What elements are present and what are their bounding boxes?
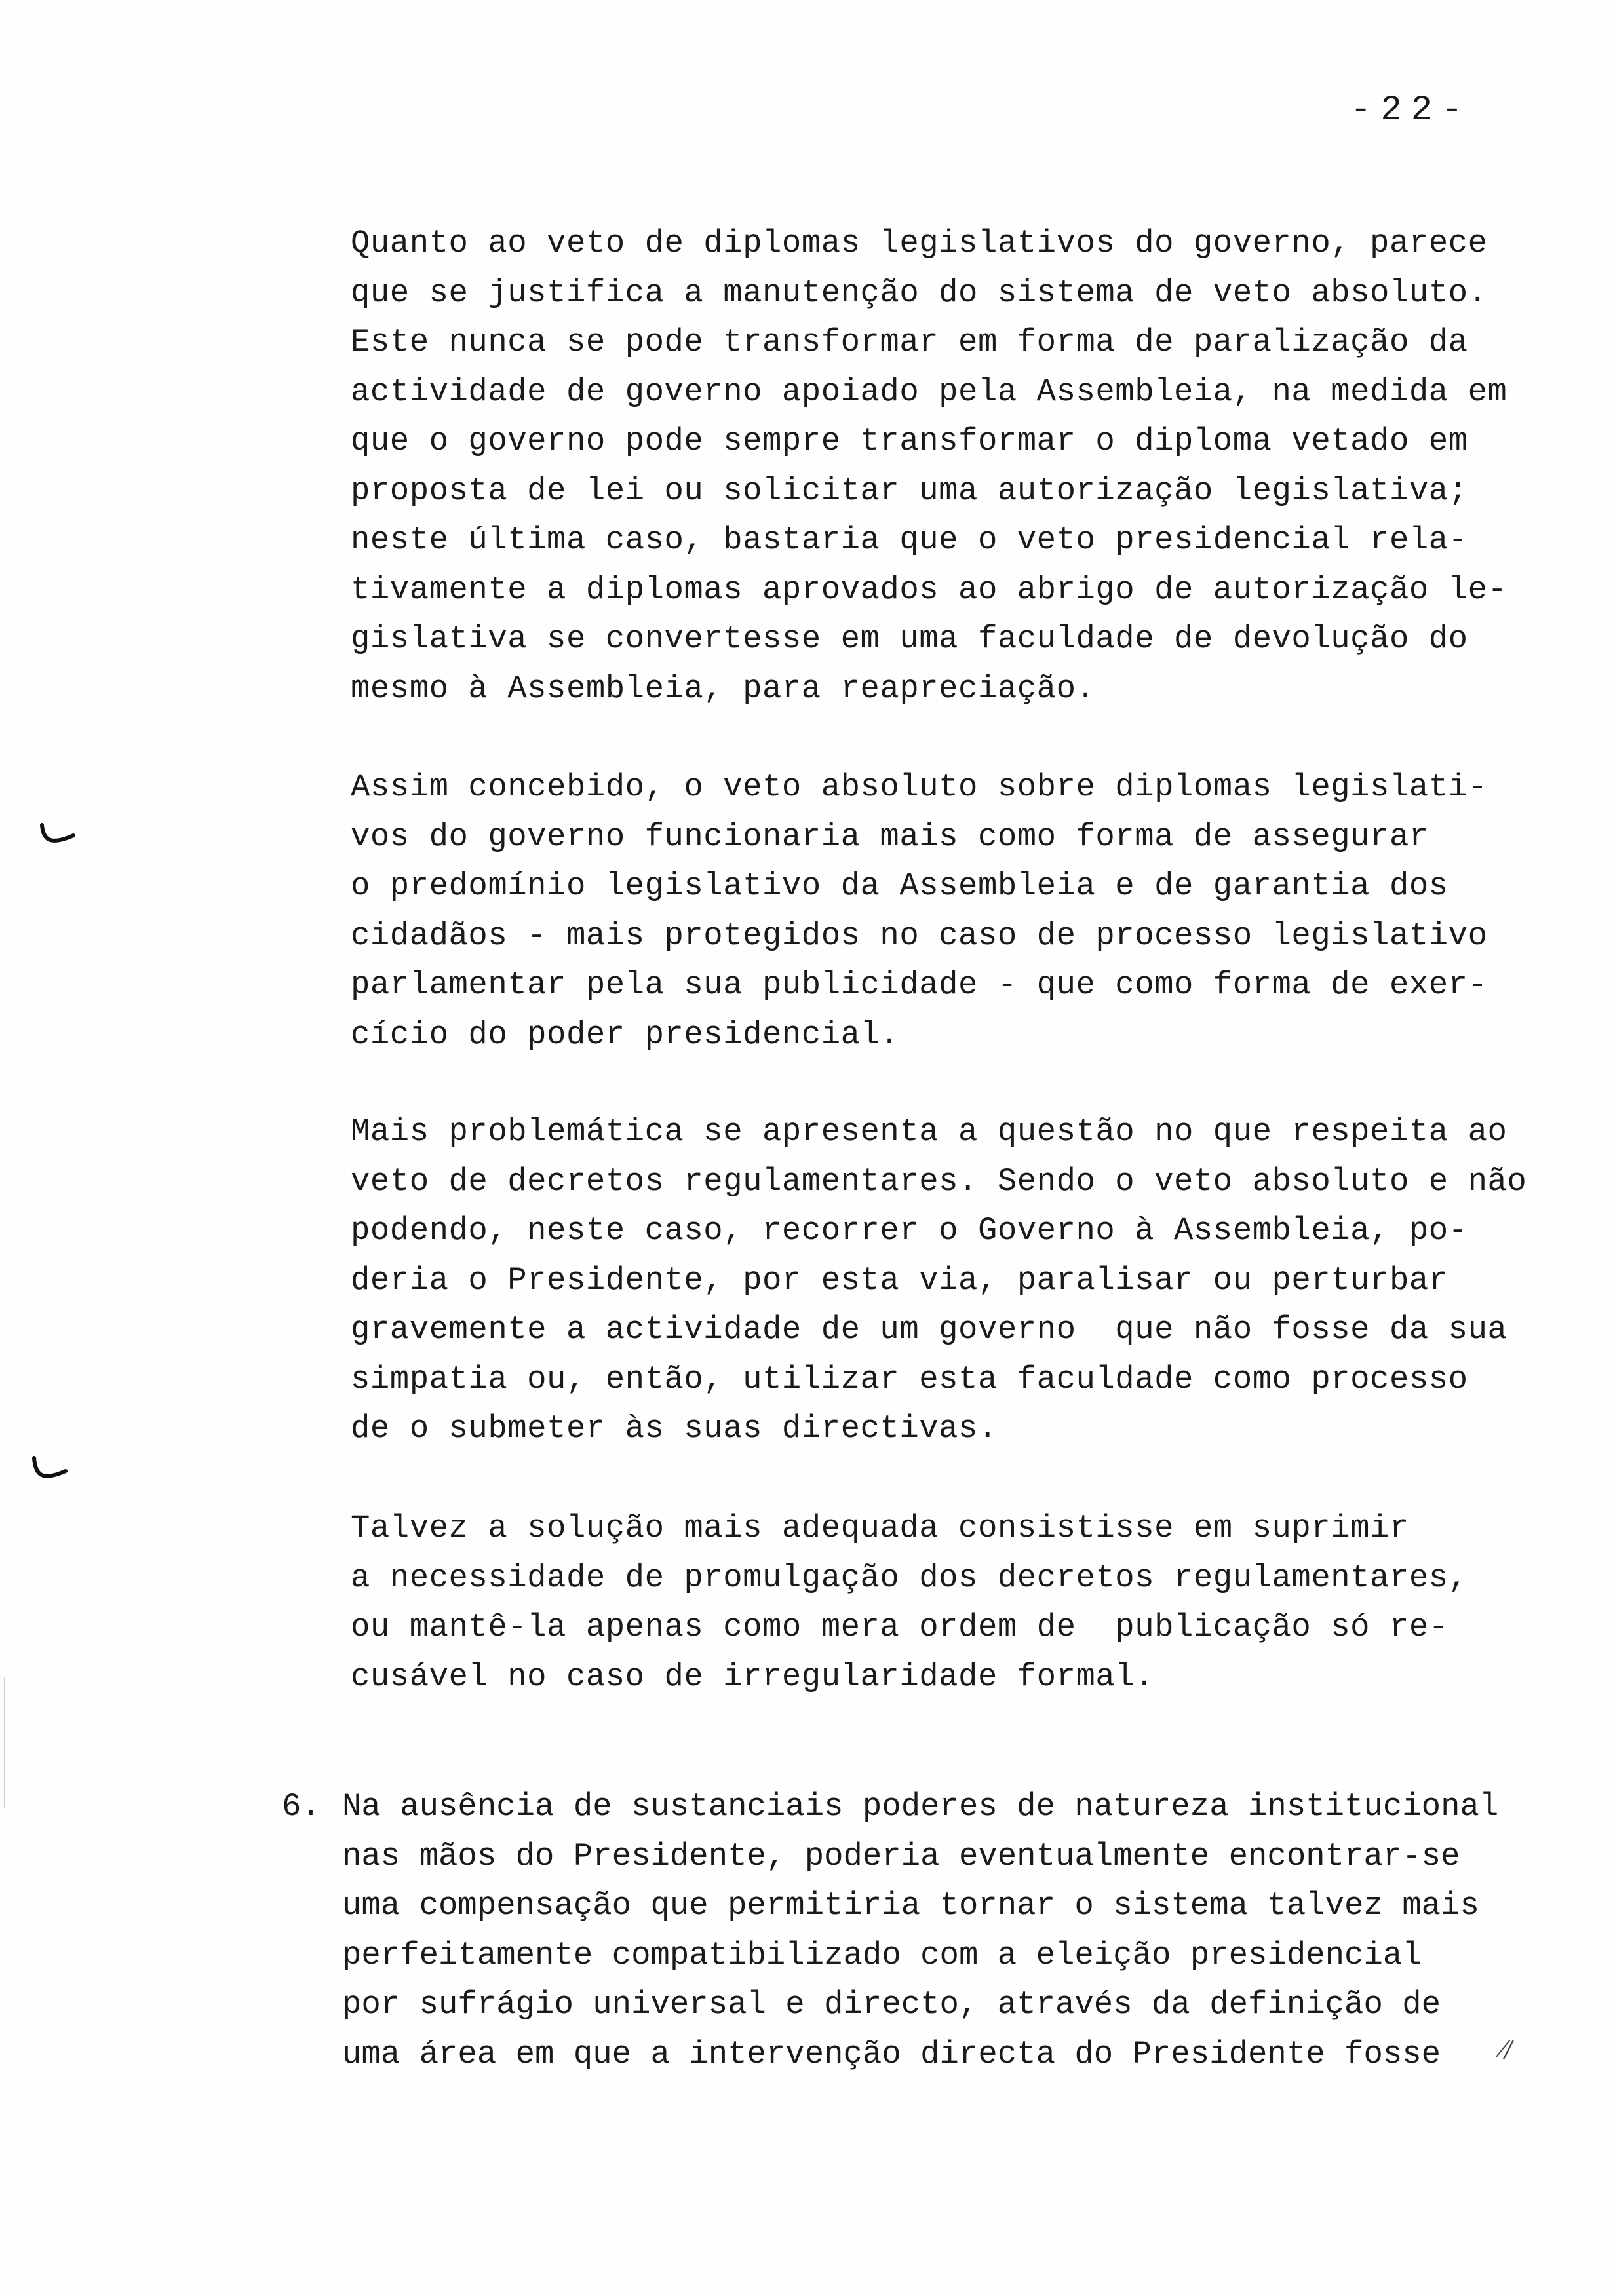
section-number: 6. — [282, 1788, 321, 1825]
text-line: podendo, neste caso, recorrer o Governo à Assembleia, po- — [351, 1212, 1468, 1249]
text-line: Na ausência de sustanciais poderes de natureza institucional — [342, 1788, 1499, 1825]
margin-check-mark-icon — [38, 816, 77, 855]
section-6-body — [342, 1782, 1587, 2079]
text-line: vos do governo funcionaria mais como forma de assegurar — [351, 818, 1429, 855]
text-line: uma área em que a intervenção directa do Presidente fosse — [342, 2035, 1441, 2073]
text-line: gislativa se convertesse em uma faculdade de devolução do — [351, 621, 1468, 657]
text-line: veto de decretos regulamentares. Sendo o veto absoluto e não — [351, 1162, 1527, 1200]
text-line: cício do poder presidencial. — [351, 1016, 900, 1053]
text-line: cusável no caso de irregularidade formal. — [351, 1658, 1155, 1695]
text-line: o predomínio legislativo da Assembleia e de garantia dos — [351, 868, 1449, 904]
text-line: por sufrágio universal e directo, através da definição de — [342, 1986, 1441, 2023]
text-line: cidadãos - mais protegidos no caso de processo legislativo — [351, 917, 1488, 954]
text-line: proposta de lei ou solicitar uma autorização legislativa; — [351, 472, 1468, 509]
text-line: deria o Presidente, por esta via, paralisar ou perturbar — [351, 1261, 1449, 1299]
continuation-mark: ⁄/ — [1501, 2037, 1513, 2063]
paragraph-4 — [351, 1504, 1468, 1702]
text-line: Mais problemática se apresenta a questão no que respeita ao — [351, 1113, 1508, 1150]
text-line: Este nunca se pode transformar em forma de paralização da — [351, 324, 1468, 360]
page-number: -22- — [1350, 90, 1472, 130]
text-line: perfeitamente compatibilizado com a eleição presidencial — [342, 1936, 1422, 1974]
text-line: que se justifica a manutenção do sistema de veto absoluto. — [351, 274, 1488, 311]
text-line: nas mãos do Presidente, poderia eventualmente encontrar-se — [342, 1837, 1460, 1875]
text-line: Assim concebido, o veto absoluto sobre diplomas legislati- — [351, 769, 1488, 805]
text-line: actividade de governo apoiado pela Assembleia, na medida em — [351, 373, 1508, 410]
scan-edge-line — [4, 1677, 5, 1808]
paragraph-2 — [351, 763, 1487, 1060]
margin-check-mark-icon — [30, 1451, 69, 1491]
text-line: de o submeter às suas directivas. — [351, 1410, 998, 1447]
text-line: que o governo pode sempre transformar o diploma vetado em — [351, 423, 1468, 459]
text-line: gravemente a actividade de um governo que não fosse da sua — [351, 1311, 1508, 1348]
text-line: Talvez a solução mais adequada consistisse em suprimir — [351, 1510, 1409, 1546]
text-line: uma compensação que permitiria tornar o sistema talvez mais — [342, 1887, 1479, 1924]
text-line: a necessidade de promulgação dos decretos regulamentares, — [351, 1559, 1468, 1596]
text-line: parlamentar pela sua publicidade - que como forma de exer- — [351, 966, 1488, 1003]
text-line: tivamente a diplomas aprovados ao abrigo de autorização le- — [351, 571, 1508, 608]
text-line: neste última caso, bastaria que o veto presidencial rela- — [351, 522, 1468, 558]
text-line: Quanto ao veto de diplomas legislativos do governo, parece — [351, 225, 1488, 261]
text-line: simpatia ou, então, utilizar esta faculdade como processo — [351, 1360, 1468, 1398]
paragraph-3 — [351, 1107, 1527, 1454]
paragraph-1 — [351, 219, 1507, 714]
text-line: ou mantê-la apenas como mera ordem de publicação só re- — [351, 1609, 1449, 1645]
text-line: mesmo à Assembleia, para reapreciação. — [351, 670, 1096, 707]
